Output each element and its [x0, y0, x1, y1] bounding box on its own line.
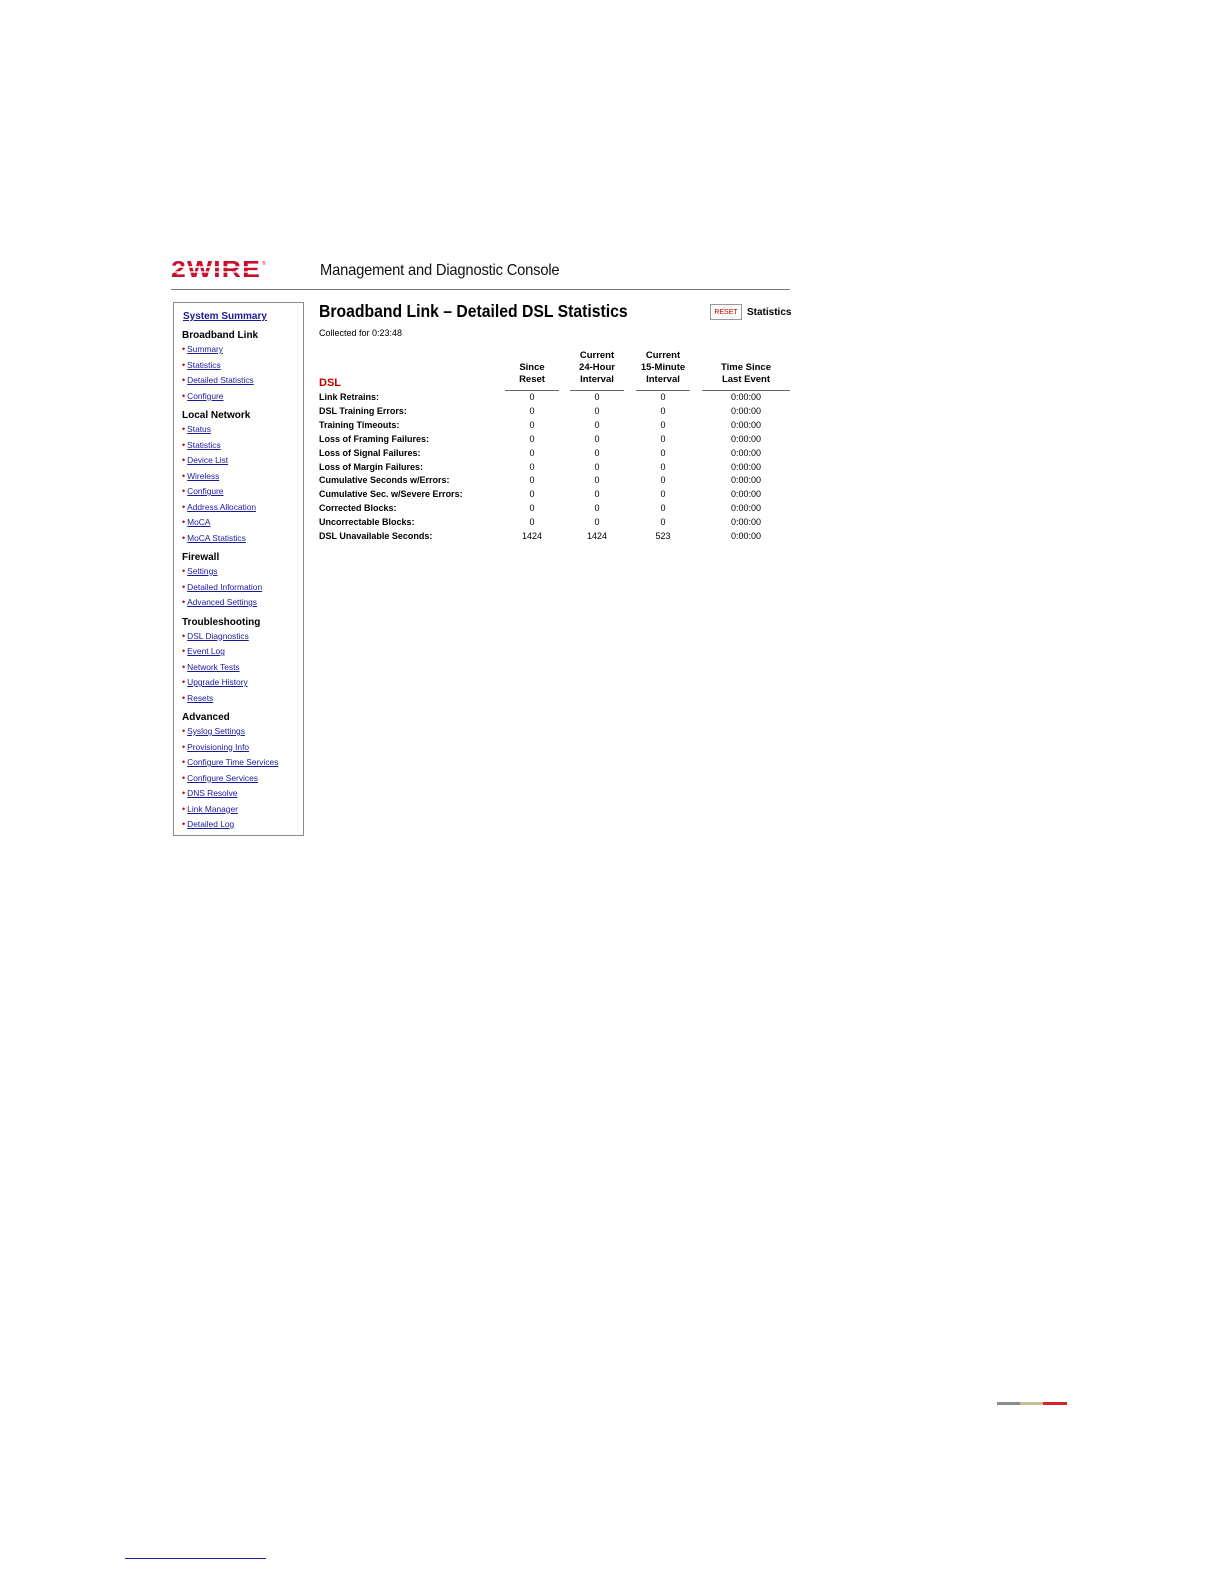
bullet-icon: • — [182, 772, 186, 783]
row-value: 0 — [660, 405, 666, 416]
bullet-icon: • — [182, 646, 186, 656]
sidebar-item — [182, 500, 303, 516]
svg-text:®: ® — [262, 261, 266, 267]
column-header-line: Since — [519, 362, 545, 373]
row-label: Loss of Framing Failures: — [319, 433, 430, 444]
table-row — [319, 462, 791, 476]
sidebar-group — [182, 552, 303, 611]
row-value: 0 — [594, 419, 600, 430]
sidebar-item — [182, 389, 303, 405]
sidebar-link[interactable]: Device List — [187, 455, 229, 465]
footer-bar-tan — [1020, 1402, 1043, 1405]
sidebar-link[interactable]: Advanced Settings — [187, 597, 257, 607]
sidebar-item — [182, 515, 303, 531]
sidebar-link[interactable]: Detailed Statistics — [187, 375, 254, 385]
column-header-line: 24-Hour — [579, 362, 615, 373]
sidebar-item — [182, 629, 303, 645]
sidebar-link[interactable]: Resets — [187, 692, 214, 703]
sidebar-link[interactable]: Network Tests — [187, 661, 240, 672]
table-row — [319, 475, 791, 489]
bullet-icon: • — [182, 424, 186, 434]
table-row — [319, 420, 791, 434]
sidebar-link[interactable]: Detailed Information — [187, 581, 263, 592]
row-value: 0 — [594, 392, 600, 402]
column-header-line: Current — [645, 350, 681, 361]
row-value: 1424 — [521, 531, 543, 541]
column-header-line: Reset — [519, 374, 545, 385]
row-value: 0 — [594, 503, 600, 514]
bullet-icon: • — [182, 581, 186, 592]
row-value: 0 — [529, 405, 535, 416]
row-value: 0 — [529, 392, 535, 402]
sidebar-link[interactable]: Provisioning Info — [187, 741, 250, 752]
column-header-line: Current — [579, 350, 615, 361]
bullet-icon: • — [182, 819, 186, 829]
table-row — [319, 406, 791, 420]
collected-time: Collected for 0:23:48 — [319, 328, 403, 338]
column-header-line: Last Event — [721, 374, 771, 385]
bullet-icon: • — [182, 439, 186, 450]
sidebar-group-title: Firewall — [182, 552, 220, 563]
bullet-icon: • — [182, 741, 186, 752]
header-divider — [171, 289, 790, 290]
row-label: Corrected Blocks: — [319, 503, 397, 514]
row-value: 0 — [594, 489, 600, 500]
row-value: 0 — [660, 461, 666, 472]
row-value: 0:00:00 — [730, 447, 762, 458]
reset-statistics-label: Statistics — [747, 307, 792, 318]
row-value: 0 — [529, 503, 535, 514]
sidebar-item — [182, 660, 303, 676]
sidebar-link[interactable]: Upgrade History — [187, 677, 248, 687]
row-value: 0 — [660, 489, 666, 500]
sidebar-link[interactable]: Address Allocation — [187, 501, 257, 512]
column-header-line: 15-Minute — [640, 362, 686, 373]
sidebar-link[interactable]: DSL Diagnostics — [187, 630, 249, 641]
row-value: 0 — [529, 489, 535, 500]
sidebar-link[interactable]: MoCA — [187, 517, 211, 527]
sidebar-group-title: Troubleshooting — [182, 616, 261, 628]
sidebar-link[interactable]: Settings — [187, 566, 218, 576]
footer-underline — [125, 1558, 266, 1559]
sidebar-link[interactable]: Status — [187, 424, 211, 434]
sidebar-link[interactable]: Configure Time Services — [187, 757, 279, 767]
sidebar-item — [182, 469, 303, 485]
row-value: 0 — [529, 475, 535, 486]
row-value: 523 — [655, 531, 671, 541]
row-value: 1424 — [586, 531, 608, 541]
sidebar-system-summary-link[interactable]: System Summary — [183, 311, 267, 322]
row-label: Uncorrectable Blocks: — [319, 517, 415, 528]
row-value: 0 — [529, 461, 535, 472]
footer-bar-red — [1043, 1402, 1067, 1405]
sidebar-nav — [173, 302, 304, 836]
sidebar-link[interactable]: DNS Resolve — [187, 788, 238, 798]
sidebar-item — [182, 438, 303, 454]
row-value: 0:00:00 — [730, 392, 762, 402]
sidebar-item — [182, 453, 303, 469]
row-value: 0:00:00 — [730, 461, 762, 472]
sidebar-item — [182, 358, 303, 374]
column-header-line: Interval — [580, 374, 614, 385]
row-label: DSL Training Errors: — [319, 405, 407, 416]
column-header-underline — [570, 390, 624, 391]
row-value: 0 — [660, 447, 666, 458]
row-value: 0 — [594, 461, 600, 472]
sidebar-link[interactable]: Configure — [187, 390, 224, 401]
row-label: Cumulative Seconds w/Errors: — [319, 475, 450, 486]
sidebar-group-title: Advanced — [182, 712, 230, 723]
sidebar-item — [182, 484, 303, 500]
sidebar-link[interactable]: Configure Services — [187, 772, 258, 783]
sidebar-item — [182, 771, 303, 787]
row-value: 0:00:00 — [730, 517, 762, 528]
sidebar-link[interactable]: Syslog Settings — [187, 726, 245, 736]
row-value: 0 — [529, 447, 535, 458]
sidebar-groups — [182, 330, 303, 833]
row-value: 0:00:00 — [730, 405, 762, 416]
row-value: 0 — [529, 517, 535, 528]
column-header-underline — [505, 390, 559, 391]
bullet-icon: • — [182, 344, 186, 354]
row-value: 0 — [660, 475, 666, 486]
sidebar-link[interactable]: Event Log — [187, 646, 225, 656]
row-label: Training Timeouts: — [319, 419, 400, 430]
row-label: Cumulative Sec. w/Severe Errors: — [319, 489, 463, 500]
sidebar-item — [182, 786, 303, 802]
bullet-icon: • — [182, 375, 186, 385]
row-value: 0 — [660, 392, 666, 402]
table-row — [319, 434, 791, 448]
sidebar-link[interactable]: Configure — [187, 486, 224, 496]
column-header — [706, 362, 786, 386]
console-title: Management and Diagnostic Console — [320, 262, 560, 279]
sidebar-item — [182, 580, 303, 596]
row-value: 0 — [660, 419, 666, 430]
sidebar-item — [182, 644, 303, 660]
row-value: 0 — [660, 433, 666, 444]
row-value: 0 — [594, 405, 600, 416]
bullet-icon: • — [182, 757, 186, 767]
sidebar-group — [182, 712, 303, 833]
bullet-icon: • — [182, 532, 186, 543]
bullet-icon: • — [182, 630, 186, 641]
sidebar-item — [182, 755, 303, 771]
row-value: 0:00:00 — [730, 475, 762, 486]
sidebar-link[interactable]: Statistics — [187, 359, 221, 370]
sidebar-item — [182, 691, 303, 707]
sidebar-item — [182, 802, 303, 818]
bullet-icon: • — [182, 359, 186, 370]
bullet-icon: • — [182, 390, 186, 401]
reset-button[interactable]: RESET — [710, 304, 742, 320]
bullet-icon: • — [182, 677, 186, 687]
sidebar-link[interactable]: Wireless — [187, 470, 220, 481]
table-row — [319, 531, 791, 545]
sidebar-group-title: Local Network — [182, 410, 251, 421]
row-label: DSL Unavailable Seconds: — [319, 531, 433, 541]
bullet-icon: • — [182, 788, 186, 798]
row-value: 0 — [660, 517, 666, 528]
row-value: 0 — [529, 433, 535, 444]
bullet-icon: • — [182, 455, 186, 465]
logo-text: 2WIRE — [171, 258, 261, 282]
bullet-icon: • — [182, 726, 186, 736]
row-value: 0 — [660, 503, 666, 514]
sidebar-item — [182, 675, 303, 691]
row-value: 0:00:00 — [730, 503, 762, 514]
bullet-icon: • — [182, 517, 186, 527]
sidebar-link[interactable]: Statistics — [187, 439, 221, 450]
sidebar-item — [182, 724, 303, 740]
table-row — [319, 503, 791, 517]
row-value: 0:00:00 — [730, 489, 762, 500]
column-header-line: Time Since — [721, 362, 771, 373]
sidebar-item — [182, 564, 303, 580]
row-value: 0 — [594, 433, 600, 444]
sidebar-link[interactable]: Summary — [187, 344, 223, 354]
sidebar-group — [182, 410, 303, 546]
table-row — [319, 448, 791, 462]
sidebar-item — [182, 740, 303, 756]
2wire-logo — [171, 258, 267, 282]
bullet-icon: • — [182, 501, 186, 512]
sidebar-item — [182, 342, 303, 358]
sidebar-item — [182, 373, 303, 389]
bullet-icon: • — [182, 597, 186, 607]
sidebar-group — [182, 330, 303, 404]
bullet-icon: • — [182, 470, 186, 481]
row-label: Loss of Signal Failures: — [319, 447, 421, 458]
column-header-underline — [702, 390, 790, 391]
sidebar-item — [182, 422, 303, 438]
sidebar-link[interactable]: Link Manager — [187, 803, 238, 814]
row-value: 0:00:00 — [730, 419, 762, 430]
column-header — [623, 350, 703, 386]
sidebar-link[interactable]: MoCA Statistics — [187, 532, 246, 543]
bullet-icon: • — [182, 692, 186, 703]
dsl-section-label: DSL — [319, 377, 341, 389]
bullet-icon: • — [182, 803, 186, 814]
table-row — [319, 517, 791, 531]
sidebar-item — [182, 531, 303, 547]
row-value: 0:00:00 — [730, 531, 762, 541]
bullet-icon: • — [182, 566, 186, 576]
table-row — [319, 392, 791, 406]
row-value: 0 — [529, 419, 535, 430]
row-value: 0 — [594, 447, 600, 458]
row-label: Loss of Margin Failures: — [319, 461, 424, 472]
row-label: Link Retrains: — [319, 392, 380, 402]
row-value: 0 — [594, 517, 600, 528]
bullet-icon: • — [182, 661, 186, 672]
sidebar-item — [182, 817, 303, 833]
table-row — [319, 489, 791, 503]
column-header-line: Interval — [646, 374, 680, 385]
row-value: 0:00:00 — [730, 433, 762, 444]
sidebar-group — [182, 617, 303, 707]
page-title: Broadband Link – Detailed DSL Statistics — [319, 301, 628, 321]
sidebar-link[interactable]: Detailed Log — [187, 819, 235, 829]
row-value: 0 — [594, 475, 600, 486]
sidebar-group-title: Broadband Link — [182, 330, 259, 341]
bullet-icon: • — [182, 486, 186, 496]
footer-bar-gray — [997, 1402, 1020, 1405]
sidebar-item — [182, 595, 303, 611]
column-header-underline — [636, 390, 690, 391]
